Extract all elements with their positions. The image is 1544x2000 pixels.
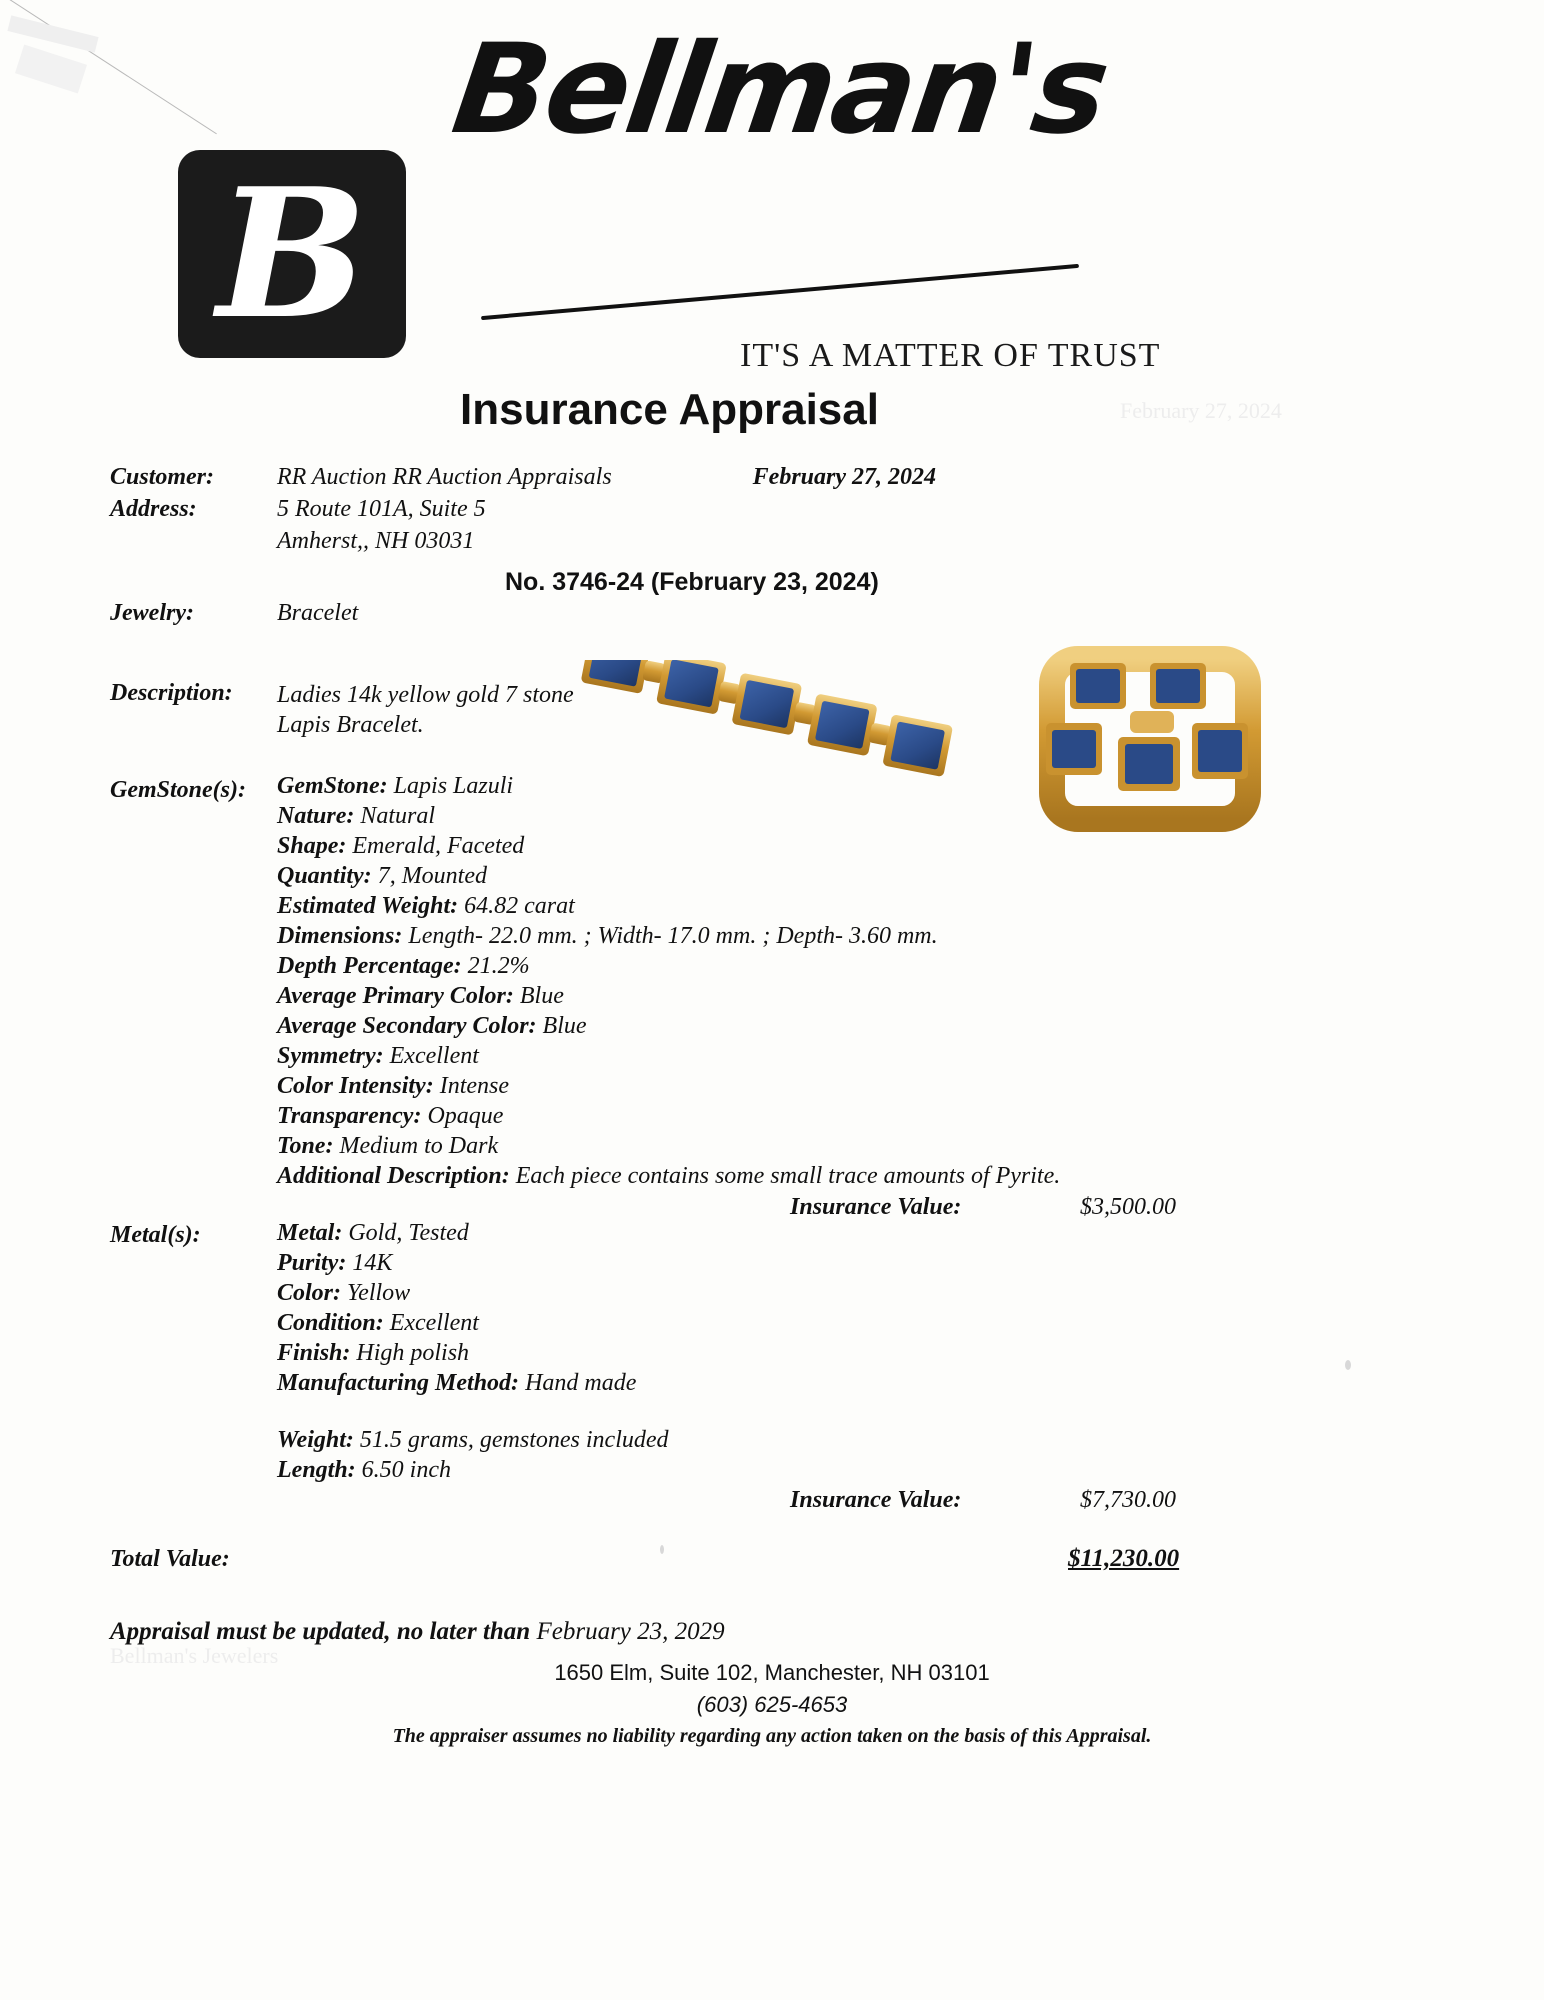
gemstone-row bbox=[277, 951, 1060, 981]
metal-length-row bbox=[277, 1455, 669, 1485]
gemstone-row-value: Lapis Lazuli bbox=[393, 773, 514, 799]
metal-row bbox=[277, 1338, 636, 1368]
scan-corner-fold bbox=[0, 0, 250, 120]
scan-speck bbox=[1345, 1360, 1351, 1370]
gemstone-row-value: Natural bbox=[360, 803, 436, 829]
metal-row-key: Manufacturing Method: bbox=[277, 1370, 520, 1396]
metal-row bbox=[277, 1248, 636, 1278]
gemstone-row bbox=[277, 981, 1060, 1011]
update-notice-date: February 23, 2029 bbox=[536, 1618, 725, 1645]
metal-row-key: Purity: bbox=[277, 1250, 347, 1276]
metal-weight-value: 51.5 grams, gemstones included bbox=[359, 1427, 669, 1453]
metal-section-label: Metal(s): bbox=[110, 1222, 201, 1248]
gemstone-row-value: Each piece contains some small trace amounts of Pyrite. bbox=[515, 1163, 1061, 1189]
document-header bbox=[0, 140, 1544, 370]
gemstone-row-value: Blue bbox=[542, 1013, 587, 1039]
gemstone-row-value: Excellent bbox=[389, 1043, 479, 1069]
metal-row-value: Excellent bbox=[389, 1310, 479, 1336]
update-notice-text: Appraisal must be updated, no later than bbox=[110, 1618, 531, 1645]
gemstone-row-key: Shape: bbox=[277, 833, 347, 859]
gemstone-row-value: Blue bbox=[519, 983, 564, 1009]
metal-row bbox=[277, 1218, 636, 1248]
gemstone-row-key: Average Secondary Color: bbox=[277, 1013, 537, 1039]
gemstone-row-key: Transparency: bbox=[277, 1103, 422, 1129]
address-line-1: 5 Route 101A, Suite 5 bbox=[277, 496, 486, 522]
customer-label: Customer: bbox=[110, 464, 215, 490]
jewelry-value: Bracelet bbox=[277, 600, 359, 626]
address-line-2: Amherst,, NH 03031 bbox=[277, 528, 475, 554]
gemstone-spec-list bbox=[277, 771, 1060, 1191]
gemstone-row-key: Estimated Weight: bbox=[277, 893, 459, 919]
gemstone-row bbox=[277, 1131, 1060, 1161]
footer-address: 1650 Elm, Suite 102, Manchester, NH 03101 bbox=[554, 1660, 990, 1685]
metal-weight-list bbox=[277, 1425, 669, 1485]
metal-row bbox=[277, 1368, 636, 1398]
gemstone-row-key: Quantity: bbox=[277, 863, 372, 889]
description-label: Description: bbox=[110, 680, 233, 706]
gemstone-row-key: Average Primary Color: bbox=[277, 983, 514, 1009]
gemstone-row-value: 64.82 carat bbox=[464, 893, 575, 919]
gemstone-row-value: Emerald, Faceted bbox=[352, 833, 525, 859]
gemstone-row-value: 21.2% bbox=[467, 953, 530, 979]
footer-phone: (603) 625-4653 bbox=[696, 1692, 848, 1717]
gemstone-row bbox=[277, 1071, 1060, 1101]
metal-row-value: Hand made bbox=[525, 1370, 637, 1396]
gemstone-section-label: GemStone(s): bbox=[110, 777, 246, 803]
metal-row-value: Gold, Tested bbox=[348, 1220, 469, 1246]
brand-tagline: IT'S A MATTER OF TRUST bbox=[740, 337, 1161, 374]
jewelry-label: Jewelry: bbox=[110, 600, 194, 626]
metal-row-value: 14K bbox=[352, 1250, 393, 1276]
appraisal-number: No. 3746-24 (February 23, 2024) bbox=[505, 568, 879, 596]
total-value-amount: $11,230.00 bbox=[1068, 1545, 1180, 1572]
gemstone-row-value: Medium to Dark bbox=[339, 1133, 499, 1159]
gemstone-row bbox=[277, 801, 1060, 831]
gemstone-row-value: Length- 22.0 mm. ; Width- 17.0 mm. ; Depth- 3.60 mm. bbox=[408, 923, 938, 949]
gemstone-row bbox=[277, 771, 1060, 801]
ghost-text: Bellman's Jewelers bbox=[110, 1643, 279, 1668]
gemstone-row-key: GemStone: bbox=[277, 773, 388, 799]
gemstone-row-value: 7, Mounted bbox=[377, 863, 487, 889]
metal-row bbox=[277, 1278, 636, 1308]
metal-row-key: Color: bbox=[277, 1280, 342, 1306]
gemstone-insurance-value-label: Insurance Value: bbox=[790, 1194, 962, 1220]
gemstone-row bbox=[277, 1161, 1060, 1191]
bellmans-logo-mark bbox=[178, 150, 406, 358]
scan-speck bbox=[660, 1545, 664, 1554]
metal-spec-list bbox=[277, 1218, 636, 1398]
metal-row-key: Finish: bbox=[277, 1340, 351, 1366]
bracelet-photo-coiled bbox=[1030, 645, 1270, 835]
gemstone-row bbox=[277, 831, 1060, 861]
gemstone-row-key: Nature: bbox=[277, 803, 355, 829]
update-notice bbox=[110, 1618, 725, 1646]
gemstone-row bbox=[277, 1041, 1060, 1071]
brand-wordmark: Bellman's bbox=[444, 18, 1115, 162]
gemstone-insurance-value: $3,500.00 bbox=[1080, 1194, 1176, 1220]
metal-insurance-value: $7,730.00 bbox=[1080, 1487, 1176, 1513]
gemstone-row bbox=[277, 861, 1060, 891]
gemstone-row bbox=[277, 921, 1060, 951]
metal-length-value: 6.50 inch bbox=[361, 1457, 451, 1483]
metal-row-key: Condition: bbox=[277, 1310, 384, 1336]
metal-row bbox=[277, 1308, 636, 1338]
page-title: Insurance Appraisal bbox=[460, 385, 879, 434]
gemstone-row bbox=[277, 1101, 1060, 1131]
gemstone-row-key: Color Intensity: bbox=[277, 1073, 434, 1099]
gemstone-row bbox=[277, 1011, 1060, 1041]
footer-disclaimer: The appraiser assumes no liability regarding any action taken on the basis of this Appraisal. bbox=[392, 1725, 1152, 1747]
description-text: Ladies 14k yellow gold 7 stone Lapis Bracelet. bbox=[277, 682, 574, 738]
metal-row-key: Metal: bbox=[277, 1220, 343, 1246]
metal-insurance-value-label: Insurance Value: bbox=[790, 1487, 962, 1513]
metal-weight-key: Weight: bbox=[277, 1427, 354, 1453]
metal-weight-row bbox=[277, 1425, 669, 1455]
gemstone-row-key: Symmetry: bbox=[277, 1043, 384, 1069]
metal-row-value: High polish bbox=[356, 1340, 470, 1366]
gemstone-row-value: Intense bbox=[439, 1073, 510, 1099]
total-value-label: Total Value: bbox=[110, 1546, 230, 1572]
metal-length-key: Length: bbox=[277, 1457, 356, 1483]
ghost-text: February 27, 2024 bbox=[1120, 398, 1282, 423]
gemstone-row-value: Opaque bbox=[427, 1103, 504, 1129]
logo-letter: B bbox=[216, 150, 368, 358]
gemstone-row bbox=[277, 891, 1060, 921]
gemstone-row-key: Dimensions: bbox=[277, 923, 403, 949]
metal-row-value: Yellow bbox=[347, 1280, 411, 1306]
gemstone-row-key: Depth Percentage: bbox=[277, 953, 462, 979]
appraisal-date: February 27, 2024 bbox=[752, 464, 936, 490]
gemstone-row-key: Additional Description: bbox=[277, 1163, 510, 1189]
customer-value: RR Auction RR Auction Appraisals bbox=[277, 464, 612, 490]
address-label: Address: bbox=[110, 496, 197, 522]
gemstone-row-key: Tone: bbox=[277, 1133, 334, 1159]
